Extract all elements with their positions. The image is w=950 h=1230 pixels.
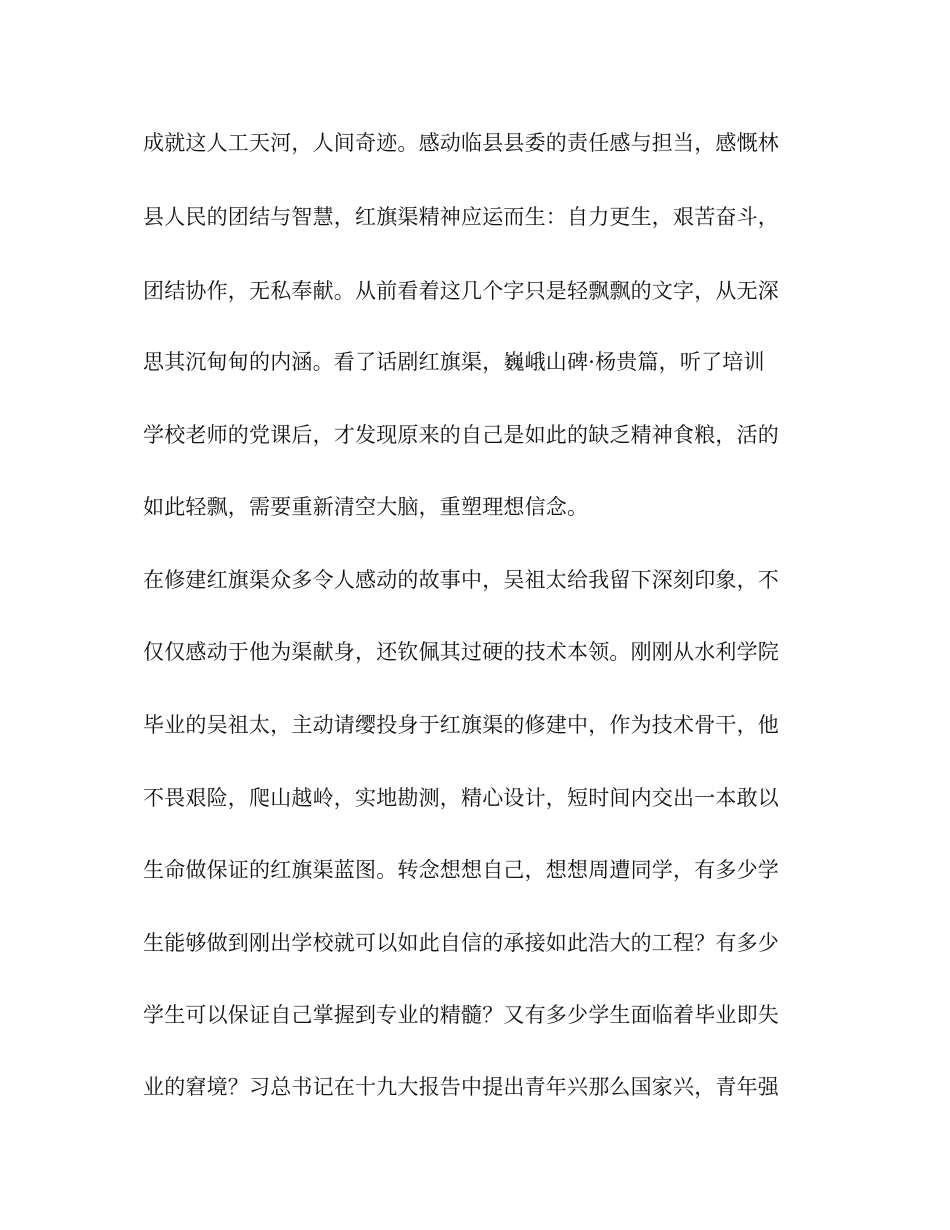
paragraph-1-line-2: 县人民的团结与智慧，红旗渠精神应运而生：自力更生，艰苦奋斗， [143, 205, 779, 229]
paragraph-2-line-8: 业的窘境？习总书记在十九大报告中提出青年兴那么国家兴，青年强 [143, 1075, 779, 1099]
paragraph-1-line-3: 团结协作，无私奉献。从前看着这几个字只是轻飘飘的文字，从无深 [143, 279, 779, 303]
paragraph-1-line-6: 如此轻飘，需要重新清空大脑，重塑理想信念。 [143, 495, 589, 519]
paragraph-2-line-2: 仅仅感动于他为渠献身，还钦佩其过硬的技术本领。刚刚从水利学院 [143, 640, 779, 664]
paragraph-2-line-1: 在修建红旗渠众多令人感动的故事中，吴祖太给我留下深刻印象，不 [143, 568, 779, 592]
paragraph-2-line-4: 不畏艰险，爬山越岭，实地勘测，精心设计，短时间内交出一本敢以 [143, 786, 779, 810]
paragraph-1-line-5: 学校老师的党课后，才发现原来的自己是如此的缺乏精神食粮，活的 [143, 423, 779, 447]
paragraph-1-line-1: 成就这人工天河，人间奇迹。感动临县县委的责任感与担当，感慨林 [143, 131, 779, 155]
paragraph-2-line-3: 毕业的吴祖太，主动请缨投身于红旗渠的修建中，作为技术骨干，他 [143, 713, 779, 737]
paragraph-2-line-7: 学生可以保证自己掌握到专业的精髓？又有多少学生面临着毕业即失 [143, 1003, 779, 1027]
paragraph-2-line-5: 生命做保证的红旗渠蓝图。转念想想自己，想想周遭同学，有多少学 [143, 858, 779, 882]
paragraph-1-line-4: 思其沉甸甸的内涵。看了话剧红旗渠，巍峨山碑·杨贵篇，听了培训 [143, 350, 765, 374]
paragraph-2-line-6: 生能够做到刚出学校就可以如此自信的承接如此浩大的工程？有多少 [143, 931, 779, 955]
